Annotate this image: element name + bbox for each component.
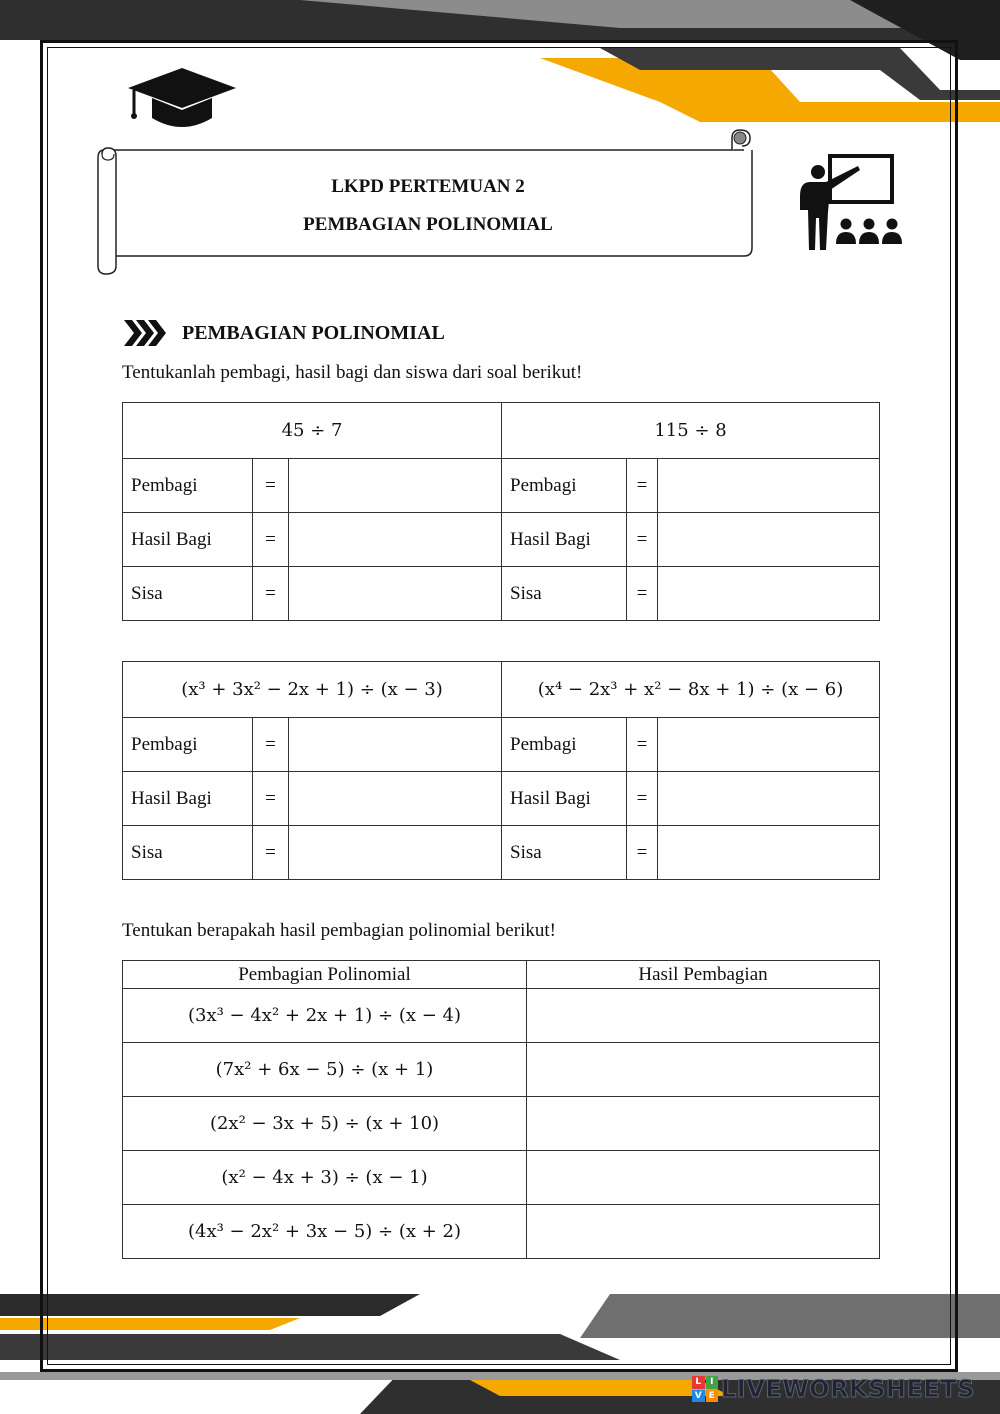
answer-cell-divisor[interactable]: [658, 718, 880, 772]
answer-cell-result[interactable]: [527, 1205, 880, 1259]
table-row: [123, 1205, 880, 1259]
label-divisor: Pembagi: [502, 718, 627, 772]
graduation-cap-icon: [126, 66, 238, 132]
problem-header: (x⁴ − 2x³ + x² − 8x + 1) ÷ (x − 6): [502, 662, 880, 718]
equals-sign: =: [627, 513, 658, 567]
section-heading: [122, 316, 445, 350]
equals-sign: =: [253, 567, 289, 621]
instruction-text: Tentukanlah pembagi, hasil bagi dan siswa dari soal berikut!: [122, 362, 583, 383]
label-remainder: Sisa: [502, 826, 627, 880]
equals-sign: =: [627, 772, 658, 826]
table-row: [123, 1151, 880, 1205]
polynomial-division-table: [122, 960, 880, 1259]
logo-letter: L: [692, 1376, 705, 1389]
equals-sign: =: [627, 826, 658, 880]
label-divisor: Pembagi: [123, 459, 253, 513]
label-remainder: Sisa: [123, 826, 253, 880]
worksheet-title: LKPD PERTEMUAN 2: [331, 176, 525, 197]
label-divisor: Pembagi: [502, 459, 627, 513]
question-table-polynomials: [122, 661, 880, 880]
label-divisor: Pembagi: [123, 718, 253, 772]
answer-cell-result[interactable]: [527, 1151, 880, 1205]
column-header-polynomial: Pembagian Polinomial: [123, 961, 527, 989]
label-quotient: Hasil Bagi: [123, 513, 253, 567]
equals-sign: =: [253, 459, 289, 513]
section-heading-text: PEMBAGIAN POLINOMIAL: [182, 321, 445, 344]
title-scroll-banner: [96, 128, 756, 278]
table-row: [123, 1043, 880, 1097]
equals-sign: =: [253, 772, 289, 826]
teacher-presentation-icon: [796, 152, 908, 252]
equals-sign: =: [627, 567, 658, 621]
answer-cell-divisor[interactable]: [289, 459, 502, 513]
logo-letter: E: [706, 1390, 719, 1403]
division-expression: (2x² − 3x + 5) ÷ (x + 10): [123, 1097, 527, 1151]
answer-cell-remainder[interactable]: [658, 567, 880, 621]
equals-sign: =: [253, 826, 289, 880]
division-expression: (x² − 4x + 3) ÷ (x − 1): [123, 1151, 527, 1205]
worksheet-subtitle: PEMBAGIAN POLINOMIAL: [303, 214, 553, 235]
answer-cell-divisor[interactable]: [658, 459, 880, 513]
table-row: [123, 1097, 880, 1151]
answer-cell-quotient[interactable]: [289, 772, 502, 826]
table-row: [123, 989, 880, 1043]
label-remainder: Sisa: [123, 567, 253, 621]
problem-header: 45 ÷ 7: [123, 403, 502, 459]
question-table-numbers: [122, 402, 880, 621]
liveworksheets-logo-icon: [692, 1376, 718, 1402]
division-expression: (7x² + 6x − 5) ÷ (x + 1): [123, 1043, 527, 1097]
answer-cell-quotient[interactable]: [658, 772, 880, 826]
watermark-text: LIVEWORKSHEETS: [721, 1375, 975, 1403]
label-quotient: Hasil Bagi: [502, 513, 627, 567]
liveworksheets-watermark: [692, 1376, 975, 1402]
label-quotient: Hasil Bagi: [123, 772, 253, 826]
label-remainder: Sisa: [502, 567, 627, 621]
equals-sign: =: [253, 718, 289, 772]
answer-cell-result[interactable]: [527, 1097, 880, 1151]
instruction-text: Tentukan berapakah hasil pembagian polinomial berikut!: [122, 920, 556, 941]
triple-chevron-icon: [122, 318, 168, 348]
division-expression: (3x³ − 4x² + 2x + 1) ÷ (x − 4): [123, 989, 527, 1043]
answer-cell-remainder[interactable]: [289, 826, 502, 880]
equals-sign: =: [627, 459, 658, 513]
equals-sign: =: [253, 513, 289, 567]
logo-letter: I: [706, 1376, 719, 1389]
answer-cell-divisor[interactable]: [289, 718, 502, 772]
logo-letter: V: [692, 1390, 705, 1403]
label-quotient: Hasil Bagi: [502, 772, 627, 826]
problem-header: (x³ + 3x² − 2x + 1) ÷ (x − 3): [123, 662, 502, 718]
equals-sign: =: [627, 718, 658, 772]
division-expression: (4x³ − 2x² + 3x − 5) ÷ (x + 2): [123, 1205, 527, 1259]
problem-header: 115 ÷ 8: [502, 403, 880, 459]
answer-cell-result[interactable]: [527, 989, 880, 1043]
answer-cell-quotient[interactable]: [658, 513, 880, 567]
answer-cell-result[interactable]: [527, 1043, 880, 1097]
answer-cell-quotient[interactable]: [289, 513, 502, 567]
answer-cell-remainder[interactable]: [658, 826, 880, 880]
column-header-result: Hasil Pembagian: [527, 961, 880, 989]
answer-cell-remainder[interactable]: [289, 567, 502, 621]
